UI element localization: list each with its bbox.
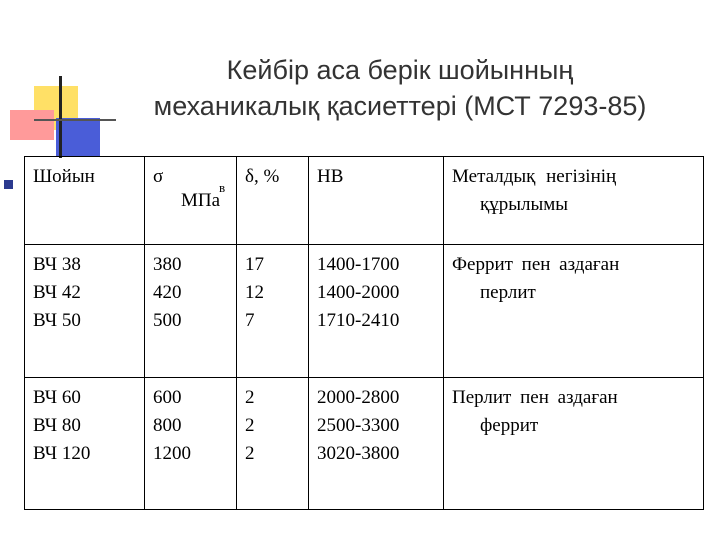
title-line-1: Кейбір аса берік шойынның	[226, 55, 574, 85]
properties-table	[24, 156, 704, 510]
sigma-subscript: в	[219, 180, 226, 195]
header-sigma	[145, 157, 237, 245]
logo-square-blue	[56, 118, 100, 156]
hb-cell: 2000-2800 2500-3300 3020-3800	[309, 377, 444, 510]
table-row	[25, 377, 704, 510]
header-iron: Шойын	[25, 157, 145, 245]
structure-cell: Перлит пен аздаған феррит	[444, 377, 704, 510]
slide-title	[100, 52, 700, 124]
logo-square-red	[10, 110, 54, 140]
header-delta: δ, %	[237, 157, 309, 245]
structure-cell: Феррит пен аздаған перлит	[444, 245, 704, 378]
sigma-unit: МПа	[181, 190, 221, 211]
header-hb: НВ	[309, 157, 444, 245]
bullet-square-icon	[4, 180, 13, 189]
hb-cell: 1400-1700 1400-2000 1710-2410	[309, 245, 444, 378]
grades-cell: ВЧ 60 ВЧ 80 ВЧ 120	[25, 377, 145, 510]
sigma-cell: 380 420 500	[145, 245, 237, 378]
table-row	[25, 245, 704, 378]
sigma-cell: 600 800 1200	[145, 377, 237, 510]
title-line-2: механикалық қасиеттері (МСТ 7293-85)	[153, 91, 647, 121]
delta-cell: 17 12 7	[237, 245, 309, 378]
table-header-row	[25, 157, 704, 245]
sigma-symbol: σ	[153, 166, 164, 187]
grades-cell: ВЧ 38 ВЧ 42 ВЧ 50	[25, 245, 145, 378]
header-structure: Металдық негізінің құрылымы	[444, 157, 704, 245]
logo-vertical-line	[59, 76, 62, 158]
delta-cell: 2 2 2	[237, 377, 309, 510]
